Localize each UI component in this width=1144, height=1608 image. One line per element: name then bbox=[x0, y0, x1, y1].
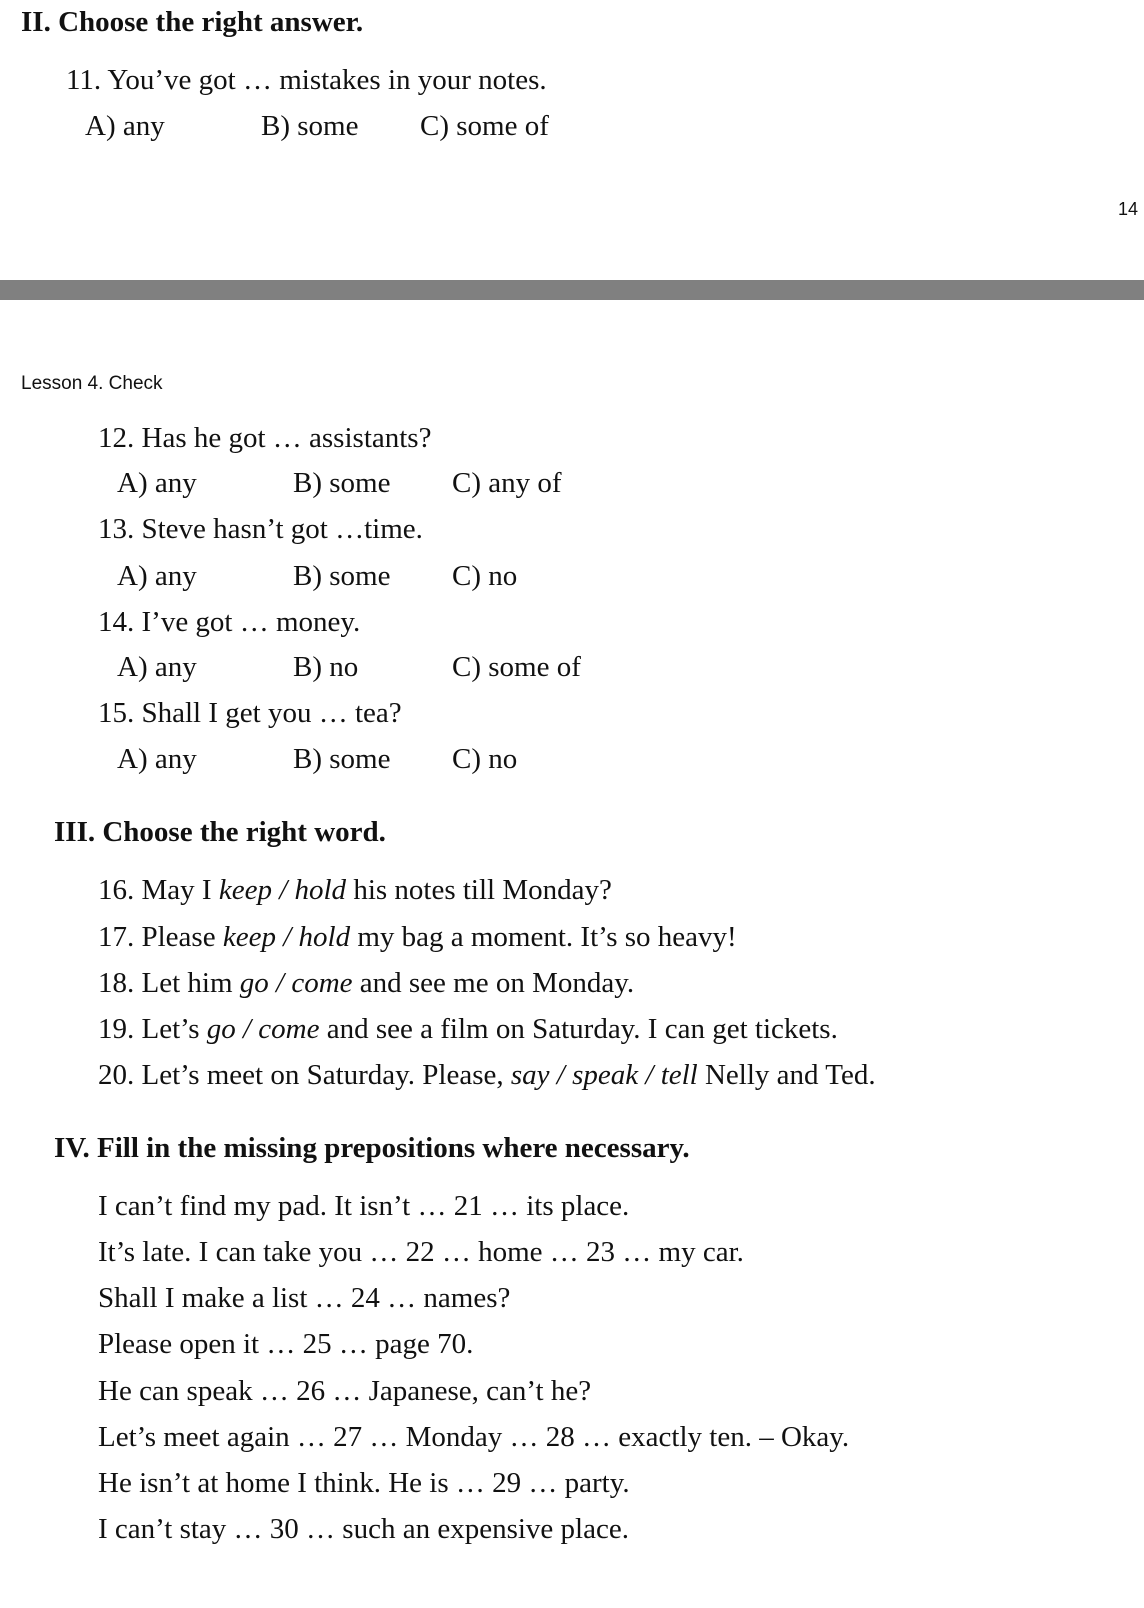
q17-choice: keep / hold bbox=[222, 921, 351, 953]
q11-option-a: A) any bbox=[85, 110, 165, 142]
question-20: 20. Let’s meet on Saturday. Please, say / speak / tell Nelly and Ted. bbox=[98, 1059, 876, 1091]
q18-choice: go / come bbox=[239, 967, 353, 999]
fill-line-21: I can’t find my pad. It isn’t … 21 … its place. bbox=[98, 1190, 630, 1222]
section-4-heading: IV. Fill in the missing prepositions where necessary. bbox=[54, 1132, 690, 1164]
q14-option-a: A) any bbox=[117, 651, 197, 683]
q15-option-c: C) no bbox=[452, 743, 518, 775]
section-2-heading: II. Choose the right answer. bbox=[21, 6, 364, 38]
question-19: 19. Let’s go / come and see a film on Saturday. I can get tickets. bbox=[98, 1013, 838, 1045]
q20-choice: say / speak / tell bbox=[510, 1059, 698, 1091]
question-13: 13. Steve hasn’t got …time. bbox=[98, 513, 423, 545]
q11-option-c: C) some of bbox=[420, 110, 549, 142]
fill-line-25: Please open it … 25 … page 70. bbox=[98, 1328, 474, 1360]
fill-line-27-28: Let’s meet again … 27 … Monday … 28 … exactly ten. – Okay. bbox=[98, 1421, 850, 1453]
question-12: 12. Has he got … assistants? bbox=[98, 422, 432, 454]
fill-line-22-23: It’s late. I can take you … 22 … home … 23 … my car. bbox=[98, 1236, 744, 1268]
fill-line-30: I can’t stay … 30 … such an expensive place. bbox=[98, 1513, 629, 1545]
q14-option-b: B) no bbox=[293, 651, 359, 683]
fill-line-29: He isn’t at home I think. He is … 29 … party. bbox=[98, 1467, 630, 1499]
q12-option-a: A) any bbox=[117, 467, 197, 499]
q19-choice: go / come bbox=[206, 1013, 320, 1045]
page-number: 14 bbox=[1118, 199, 1139, 219]
question-18: 18. Let him go / come and see me on Monday. bbox=[98, 967, 635, 999]
question-16: 16. May I keep / hold his notes till Monday? bbox=[98, 874, 612, 906]
q16-choice: keep / hold bbox=[218, 874, 347, 906]
fill-line-24: Shall I make a list … 24 … names? bbox=[98, 1282, 511, 1314]
q11-option-b: B) some bbox=[261, 110, 359, 142]
question-15: 15. Shall I get you … tea? bbox=[98, 697, 402, 729]
question-11: 11. You’ve got … mistakes in your notes. bbox=[66, 64, 547, 96]
q12-option-c: C) any of bbox=[452, 467, 562, 499]
q13-option-b: B) some bbox=[293, 560, 391, 592]
fill-line-26: He can speak … 26 … Japanese, can’t he? bbox=[98, 1375, 592, 1407]
q13-option-a: A) any bbox=[117, 560, 197, 592]
page-separator bbox=[0, 280, 1144, 300]
q15-option-a: A) any bbox=[117, 743, 197, 775]
section-3-heading: III. Choose the right word. bbox=[54, 816, 386, 848]
lesson-header: Lesson 4. Check bbox=[21, 373, 163, 394]
q13-option-c: C) no bbox=[452, 560, 518, 592]
q14-option-c: C) some of bbox=[452, 651, 581, 683]
q12-option-b: B) some bbox=[293, 467, 391, 499]
q15-option-b: B) some bbox=[293, 743, 391, 775]
question-17: 17. Please keep / hold my bag a moment. It’s so heavy! bbox=[98, 921, 737, 953]
question-14: 14. I’ve got … money. bbox=[98, 606, 361, 638]
